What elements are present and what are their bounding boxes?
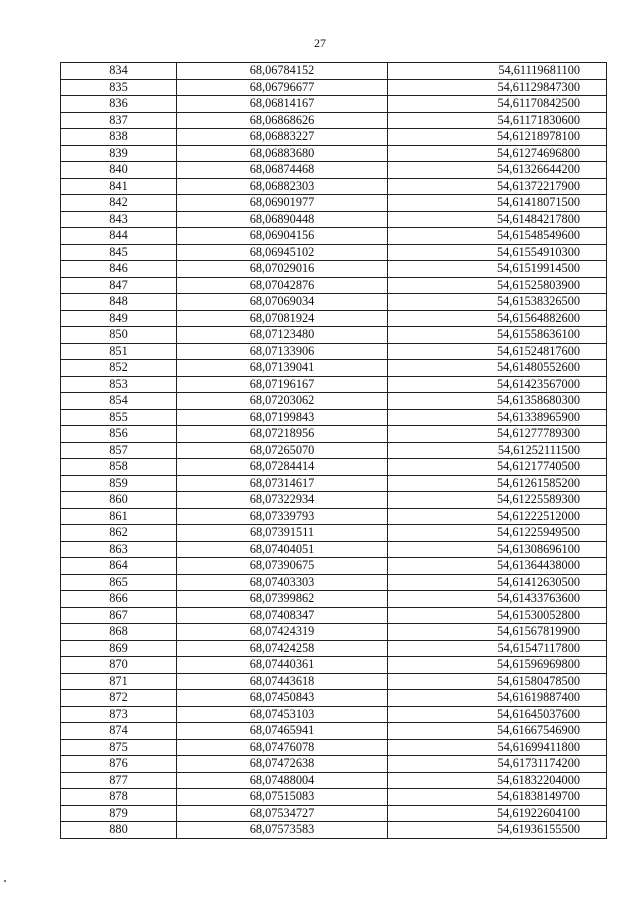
point-number-cell: 850: [61, 327, 177, 344]
coordinate-x-cell: 68,07029016: [177, 261, 388, 278]
coordinate-x-cell: 68,07265070: [177, 442, 388, 459]
coordinate-y-cell: 54,61936155500: [388, 822, 607, 839]
coordinate-y-cell: 54,61519914500: [388, 261, 607, 278]
scan-speck: [4, 880, 6, 882]
coordinate-x-cell: 68,07476078: [177, 739, 388, 756]
point-number-cell: 857: [61, 442, 177, 459]
table-row: [61, 112, 607, 129]
coordinate-x-cell: 68,06883227: [177, 129, 388, 146]
table-row: [61, 162, 607, 179]
coordinate-y-cell: 54,61731174200: [388, 756, 607, 773]
table-row: [61, 195, 607, 212]
table-row: [61, 756, 607, 773]
table-row: [61, 492, 607, 509]
coordinate-y-cell: 54,61480552600: [388, 360, 607, 377]
coordinate-x-cell: 68,07133906: [177, 343, 388, 360]
point-number-cell: 849: [61, 310, 177, 327]
table-row: [61, 327, 607, 344]
table-row: [61, 723, 607, 740]
coordinate-y-cell: 54,61119681100: [388, 63, 607, 80]
coordinate-y-cell: 54,61525803900: [388, 277, 607, 294]
table-row: [61, 690, 607, 707]
point-number-cell: 873: [61, 706, 177, 723]
coordinate-x-cell: 68,07042876: [177, 277, 388, 294]
point-number-cell: 862: [61, 525, 177, 542]
point-number-cell: 880: [61, 822, 177, 839]
point-number-cell: 867: [61, 607, 177, 624]
coordinate-x-cell: 68,06882303: [177, 178, 388, 195]
coordinate-x-cell: 68,07534727: [177, 805, 388, 822]
coordinate-x-cell: 68,07199843: [177, 409, 388, 426]
coordinate-x-cell: 68,07390675: [177, 558, 388, 575]
coordinate-x-cell: 68,07424319: [177, 624, 388, 641]
coordinate-x-cell: 68,06883680: [177, 145, 388, 162]
table-row: [61, 244, 607, 261]
coordinate-y-cell: 54,61252111500: [388, 442, 607, 459]
coordinate-y-cell: 54,61225949500: [388, 525, 607, 542]
coordinate-y-cell: 54,61358680300: [388, 393, 607, 410]
coordinate-y-cell: 54,61832204000: [388, 772, 607, 789]
coordinate-y-cell: 54,61418071500: [388, 195, 607, 212]
coordinate-x-cell: 68,07399862: [177, 591, 388, 608]
coordinate-y-cell: 54,61558636100: [388, 327, 607, 344]
coordinate-y-cell: 54,61433763600: [388, 591, 607, 608]
table-row: [61, 525, 607, 542]
point-number-cell: 871: [61, 673, 177, 690]
point-number-cell: 834: [61, 63, 177, 80]
table-row: [61, 475, 607, 492]
table-row: [61, 63, 607, 80]
point-number-cell: 855: [61, 409, 177, 426]
table-row: [61, 459, 607, 476]
coordinate-y-cell: 54,61567819900: [388, 624, 607, 641]
coordinate-y-cell: 54,61530052800: [388, 607, 607, 624]
coordinate-y-cell: 54,61274696800: [388, 145, 607, 162]
table-row: [61, 574, 607, 591]
coordinate-x-cell: 68,06784152: [177, 63, 388, 80]
table-row: [61, 624, 607, 641]
coordinate-x-cell: 68,06874468: [177, 162, 388, 179]
coordinate-x-cell: 68,07339793: [177, 508, 388, 525]
coordinate-x-cell: 68,07443618: [177, 673, 388, 690]
coordinate-x-cell: 68,07322934: [177, 492, 388, 509]
coordinate-y-cell: 54,61338965900: [388, 409, 607, 426]
point-number-cell: 861: [61, 508, 177, 525]
table-row: [61, 657, 607, 674]
table-row: [61, 261, 607, 278]
point-number-cell: 854: [61, 393, 177, 410]
coordinate-y-cell: 54,61261585200: [388, 475, 607, 492]
point-number-cell: 844: [61, 228, 177, 245]
point-number-cell: 869: [61, 640, 177, 657]
point-number-cell: 868: [61, 624, 177, 641]
coordinate-y-cell: 54,61225589300: [388, 492, 607, 509]
point-number-cell: 866: [61, 591, 177, 608]
table-row: [61, 772, 607, 789]
coordinate-y-cell: 54,61308696100: [388, 541, 607, 558]
coordinate-y-cell: 54,61667546900: [388, 723, 607, 740]
table-row: [61, 706, 607, 723]
table-row: [61, 96, 607, 113]
coordinate-y-cell: 54,61838149700: [388, 789, 607, 806]
coordinate-x-cell: 68,07284414: [177, 459, 388, 476]
point-number-cell: 841: [61, 178, 177, 195]
coordinate-x-cell: 68,07440361: [177, 657, 388, 674]
coordinate-x-cell: 68,07450843: [177, 690, 388, 707]
table-row: [61, 508, 607, 525]
table-row: [61, 294, 607, 311]
table-row: [61, 79, 607, 96]
point-number-cell: 840: [61, 162, 177, 179]
point-number-cell: 856: [61, 426, 177, 443]
point-number-cell: 878: [61, 789, 177, 806]
table-row: [61, 789, 607, 806]
point-number-cell: 864: [61, 558, 177, 575]
table-row: [61, 145, 607, 162]
coordinate-y-cell: 54,61129847300: [388, 79, 607, 96]
coordinate-x-cell: 68,07218956: [177, 426, 388, 443]
coordinate-y-cell: 54,61326644200: [388, 162, 607, 179]
point-number-cell: 839: [61, 145, 177, 162]
coordinate-y-cell: 54,61423567000: [388, 376, 607, 393]
point-number-cell: 851: [61, 343, 177, 360]
coordinate-x-cell: 68,07424258: [177, 640, 388, 657]
coordinate-y-cell: 54,61645037600: [388, 706, 607, 723]
coordinate-x-cell: 68,07069034: [177, 294, 388, 311]
coordinate-y-cell: 54,61222512000: [388, 508, 607, 525]
table-row: [61, 541, 607, 558]
table-row: [61, 310, 607, 327]
point-number-cell: 837: [61, 112, 177, 129]
coordinate-y-cell: 54,61596969800: [388, 657, 607, 674]
point-number-cell: 842: [61, 195, 177, 212]
coordinate-y-cell: 54,61547117800: [388, 640, 607, 657]
table-row: [61, 211, 607, 228]
point-number-cell: 847: [61, 277, 177, 294]
coordinate-x-cell: 68,07465941: [177, 723, 388, 740]
coordinate-y-cell: 54,61524817600: [388, 343, 607, 360]
coordinates-table: [60, 62, 607, 839]
page-number: 27: [314, 36, 326, 50]
coordinate-y-cell: 54,61217740500: [388, 459, 607, 476]
table-row: [61, 607, 607, 624]
coordinate-y-cell: 54,61922604100: [388, 805, 607, 822]
point-number-cell: 865: [61, 574, 177, 591]
point-number-cell: 836: [61, 96, 177, 113]
point-number-cell: 870: [61, 657, 177, 674]
coordinate-y-cell: 54,61372217900: [388, 178, 607, 195]
coordinate-x-cell: 68,07123480: [177, 327, 388, 344]
coordinate-x-cell: 68,07196167: [177, 376, 388, 393]
point-number-cell: 848: [61, 294, 177, 311]
coordinate-y-cell: 54,61218978100: [388, 129, 607, 146]
coordinate-x-cell: 68,07472638: [177, 756, 388, 773]
coordinate-x-cell: 68,07081924: [177, 310, 388, 327]
table-row: [61, 640, 607, 657]
coordinate-y-cell: 54,61484217800: [388, 211, 607, 228]
point-number-cell: 845: [61, 244, 177, 261]
point-number-cell: 853: [61, 376, 177, 393]
coordinate-x-cell: 68,06945102: [177, 244, 388, 261]
table-row: [61, 178, 607, 195]
coordinate-x-cell: 68,07488004: [177, 772, 388, 789]
coordinate-x-cell: 68,07139041: [177, 360, 388, 377]
coordinate-y-cell: 54,61277789300: [388, 426, 607, 443]
coordinate-y-cell: 54,61564882600: [388, 310, 607, 327]
point-number-cell: 846: [61, 261, 177, 278]
coordinate-y-cell: 54,61580478500: [388, 673, 607, 690]
point-number-cell: 843: [61, 211, 177, 228]
coordinate-x-cell: 68,07403303: [177, 574, 388, 591]
table-row: [61, 343, 607, 360]
coordinate-x-cell: 68,06890448: [177, 211, 388, 228]
point-number-cell: 863: [61, 541, 177, 558]
point-number-cell: 876: [61, 756, 177, 773]
coordinate-x-cell: 68,06814167: [177, 96, 388, 113]
coordinate-x-cell: 68,06904156: [177, 228, 388, 245]
point-number-cell: 858: [61, 459, 177, 476]
table-row: [61, 426, 607, 443]
coordinate-x-cell: 68,06868626: [177, 112, 388, 129]
point-number-cell: 860: [61, 492, 177, 509]
table-row: [61, 129, 607, 146]
coordinate-x-cell: 68,06796677: [177, 79, 388, 96]
coordinate-y-cell: 54,61548549600: [388, 228, 607, 245]
coordinate-x-cell: 68,07314617: [177, 475, 388, 492]
coordinate-x-cell: 68,07453103: [177, 706, 388, 723]
point-number-cell: 874: [61, 723, 177, 740]
table-row: [61, 591, 607, 608]
coordinate-x-cell: 68,07203062: [177, 393, 388, 410]
coordinate-y-cell: 54,61364438000: [388, 558, 607, 575]
table-row: [61, 277, 607, 294]
coordinate-y-cell: 54,61171830600: [388, 112, 607, 129]
coordinate-x-cell: 68,07515083: [177, 789, 388, 806]
coordinate-y-cell: 54,61170842500: [388, 96, 607, 113]
point-number-cell: 877: [61, 772, 177, 789]
point-number-cell: 859: [61, 475, 177, 492]
table-row: [61, 228, 607, 245]
coordinate-y-cell: 54,61554910300: [388, 244, 607, 261]
table-row: [61, 805, 607, 822]
point-number-cell: 835: [61, 79, 177, 96]
coordinates-table-body: [61, 63, 607, 839]
table-row: [61, 393, 607, 410]
table-row: [61, 442, 607, 459]
point-number-cell: 872: [61, 690, 177, 707]
point-number-cell: 838: [61, 129, 177, 146]
table-row: [61, 409, 607, 426]
point-number-cell: 875: [61, 739, 177, 756]
point-number-cell: 879: [61, 805, 177, 822]
coordinate-x-cell: 68,07573583: [177, 822, 388, 839]
coordinate-x-cell: 68,07408347: [177, 607, 388, 624]
table-row: [61, 360, 607, 377]
coordinate-y-cell: 54,61412630500: [388, 574, 607, 591]
coordinate-x-cell: 68,06901977: [177, 195, 388, 212]
coordinate-x-cell: 68,07391511: [177, 525, 388, 542]
coordinate-y-cell: 54,61619887400: [388, 690, 607, 707]
coordinate-y-cell: 54,61538326500: [388, 294, 607, 311]
table-row: [61, 376, 607, 393]
table-row: [61, 822, 607, 839]
table-row: [61, 558, 607, 575]
point-number-cell: 852: [61, 360, 177, 377]
coordinate-y-cell: 54,61699411800: [388, 739, 607, 756]
table-row: [61, 673, 607, 690]
table-row: [61, 739, 607, 756]
coordinate-x-cell: 68,07404051: [177, 541, 388, 558]
